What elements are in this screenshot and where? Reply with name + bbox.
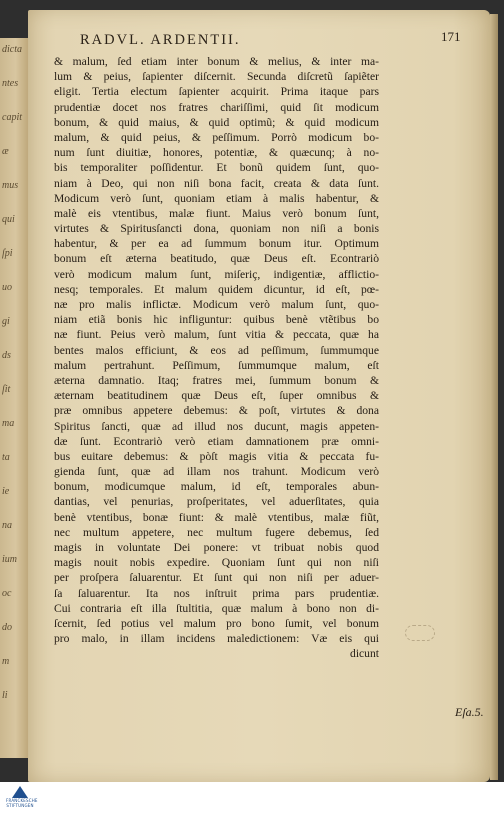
text-line: gienda ſunt, quæ ad illam nos trahunt. Modicum verò [54,465,379,479]
text-line: malum, & quid peius, & peſſimum. Porrò modicum bo- [54,130,379,144]
text-line: Modicum verò ſunt, quoniam etiam à malis habentur, & [54,191,379,205]
library-logo[interactable] [6,786,38,810]
logo-label-line2: STIFTUNGEN [6,803,34,808]
page-stain [405,625,435,641]
left-page-fragment: ta [2,452,10,463]
text-line: Cui contraria eſt illa ſtultitia, quæ malum à bono non di- [54,601,379,615]
left-page-fragment: ſpi [2,248,13,259]
left-page-fragment: ium [2,554,17,565]
left-page-fragment: m [2,656,10,667]
left-page-fragment: dicta [2,44,22,55]
left-page-fragment: uo [2,282,12,293]
text-line: num ſunt diuitiæ, honores, potentiæ, & quæcunq; à no- [54,146,379,160]
ink-bleed-through [393,238,443,288]
left-page-fragment: ma [2,418,15,429]
text-line: dicunt [350,647,379,661]
text-line: dæ ſunt. Econtrariò verò etiam damnationem præ omni- [54,434,379,448]
text-line: verò modicum malum ſunt, miſeriç, indigentiæ, afflictio- [54,267,379,281]
text-line: nesq; temporales. Et malum quidem dicuntur, id eſt, pœ- [54,282,379,296]
text-line: bonum eſt æterna beatitudo, quæ Deus eſt. Econtrariò [54,252,379,266]
body-text [54,54,379,662]
left-page-fragment: oc [2,588,12,599]
logo-label-line1: FRANCKESCHE [6,798,38,803]
left-page-fragment: do [2,622,12,633]
text-line: malè eis vtentibus, malæ fiunt. Maius verò bonum ſunt, [54,206,379,220]
text-line: ſcernit, ſed potius vel malum pro bono ſumit, vel bonum [54,616,379,630]
text-line: ſa ſaluarentur. Ita nos inſtruit prima pars prudentiæ. [54,586,379,600]
text-line: bis temporaliter poſſidentur. Et bonũ quidem ſunt, quo- [54,161,379,175]
text-line: lum & peius, ſapienter diſcernit. Secunda diſcretũ ſapiẽter [54,70,379,84]
text-line: bonum, & quid maius, & quid optimũ; & quid modicum [54,115,379,129]
left-page-fragment: ie [2,486,10,497]
text-line: æternam beatitudinem quæ Deus eſt, ſuper omnibus & [54,389,379,403]
text-line: eligit. Tertia electum ſapienter acquirit. Prima itaque pars [54,85,379,99]
left-page-fragment: gi [2,316,10,327]
left-page-edge [0,38,29,758]
running-head: RADVL. ARDENTII. [80,32,241,48]
text-line: niam à Deo, qui non niſi bona facit, creata & data ſunt. [54,176,379,190]
left-page-fragment: capit [2,112,22,123]
text-line: benè vtentibus, bonæ fiunt: & malè vtentibus, malæ fiũt, [54,510,379,524]
left-page-fragment: ſit [2,384,11,395]
text-line: magis in voluntate Dei ponere: vt tribuat nobis quod [54,541,379,554]
viewer-footer [0,782,504,813]
text-line: æterna damnatio. Itaq; fratres mei, ſummum bonum & [54,373,379,387]
text-line: bus euitare debemus: & pòſt magis vitia & peccata fu- [54,449,379,463]
text-line: malum pertrahunt. Peſſimum, ſummumque malum, eſt [54,358,379,372]
text-line: bentes malos efficiunt, & eos ad peſſimum, ſummumque [54,343,379,357]
text-line: magis nouit nobis expedire. Quoniam ſunt qui non niſi [54,556,379,570]
text-line: pro malo, in illam incidens maledictionem: Væ eis qui [54,632,379,646]
text-line: næ fiunt. Peius verò malum, ſunt vitia & peccata, quæ ha [54,328,379,342]
left-page-fragment: na [2,520,12,531]
page-number: 171 [441,29,461,44]
text-line: prudentiæ docet nos fratres chariſſimi, quid ſit modicum [54,100,379,114]
page-fore-edge [490,14,498,780]
text-line: niam etiã bonis hic infliguntur: quibus benè vtẽtibus bo [54,313,379,327]
text-line: Spiritus ſancti, quæ ad illud nos ducunt, magis appeten- [54,419,379,433]
left-page-fragment: mus [2,180,19,191]
left-page-fragment: æ [2,146,9,157]
text-line: præ omnibus appetere debemus: & poſt, virtutes & dona [54,404,379,418]
logo-icon [12,786,28,798]
text-line: habentur, & per ea ad ſummum bonum itur. Optimum [54,237,379,251]
text-line: dantias, vel penurias, proſperitates, vel aduerſitates, quia [54,495,379,509]
text-line: næ pro malis inflictæ. Modicum verò malum ſunt, quo- [54,298,379,311]
text-line: virtutes & Spiritusſancti dona, quoniam non niſi a bonis [54,222,379,236]
left-page-fragment: qui [2,214,15,225]
marginal-note: Eſa.5. [455,705,484,719]
text-line: nec multum appetere, nec multum fugere debemus, ſed [54,525,379,539]
text-line: per proſpera ſaluarentur. Et ſunt qui non niſi per aduer- [54,571,379,585]
left-page-fragment: ntes [2,78,19,89]
text-line: & malum, ſed etiam inter bonum & melius, & inter ma- [54,55,379,68]
text-line: bonum, modicumque malum, id eſt, temporales abun- [54,480,379,494]
left-page-fragment: li [2,690,8,701]
left-page-fragment: ds [2,350,11,361]
